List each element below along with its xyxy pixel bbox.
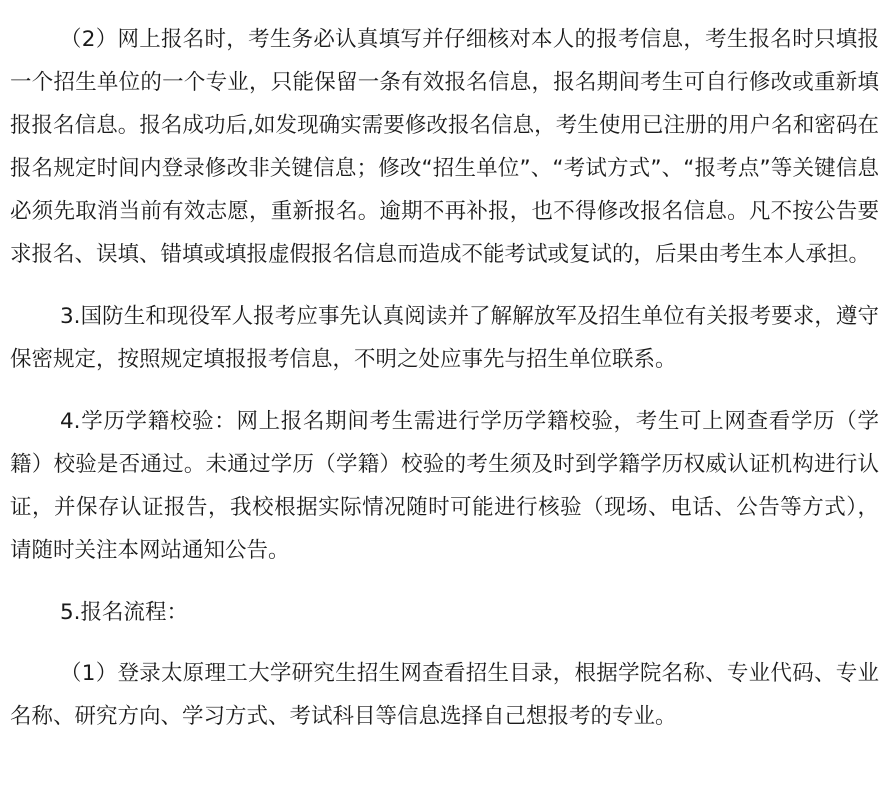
paragraph-step-one: （1）登录太原理工大学研究生招生网查看招生目录，根据学院名称、专业代码、专业名称、研究方向、学习方式、考试科目等信息选择自己想报考的专业。	[10, 661, 879, 729]
paragraph-military-applicants: 3.国防生和现役军人报考应事先认真阅读并了解解放军及招生单位有关报考要求，遵守保密规定，按照规定填报报考信息，不明之处应事先与招生单位联系。	[10, 304, 879, 372]
paragraph-spacer	[10, 276, 879, 295]
paragraph-spacer	[10, 634, 879, 652]
paragraph-spacer	[10, 572, 879, 591]
paragraph-degree-verification: 4.学历学籍校验：网上报名期间考生需进行学历学籍校验，考生可上网查看学历（学籍）校验是否通过。未通过学历（学籍）校验的考生须及时到学籍学历权威认证机构进行认证，并保存认证报告，我校根据实际情况随时可能进行核验（现场、电话、公告等方式），请随时关注本网站通知公告。	[10, 409, 879, 563]
paragraph-spacer	[10, 381, 879, 400]
paragraph-process-heading: 5.报名流程：	[60, 600, 189, 625]
paragraph-online-registration: （2）网上报名时，考生务必认真填写并仔细核对本人的报考信息，考生报名时只填报一个招生单位的一个专业，只能保留一条有效报名信息，报名期间考生可自行修改或重新填报报名信息。报名成功后,如发现确实需要修改报名信息，考生使用已注册的用户名和密码在报名规定时间内登录修改非关键信息；修改“招生单位”、“考试方式”、“报考点”等关键信息必须先取消当前有效志愿，重新报名。逾期不再补报，也不得修改报名信息。凡不按公告要求报名、误填、错填或填报虚假报名信息而造成不能考试或复试的，后果由考生本人承担。	[10, 27, 879, 267]
